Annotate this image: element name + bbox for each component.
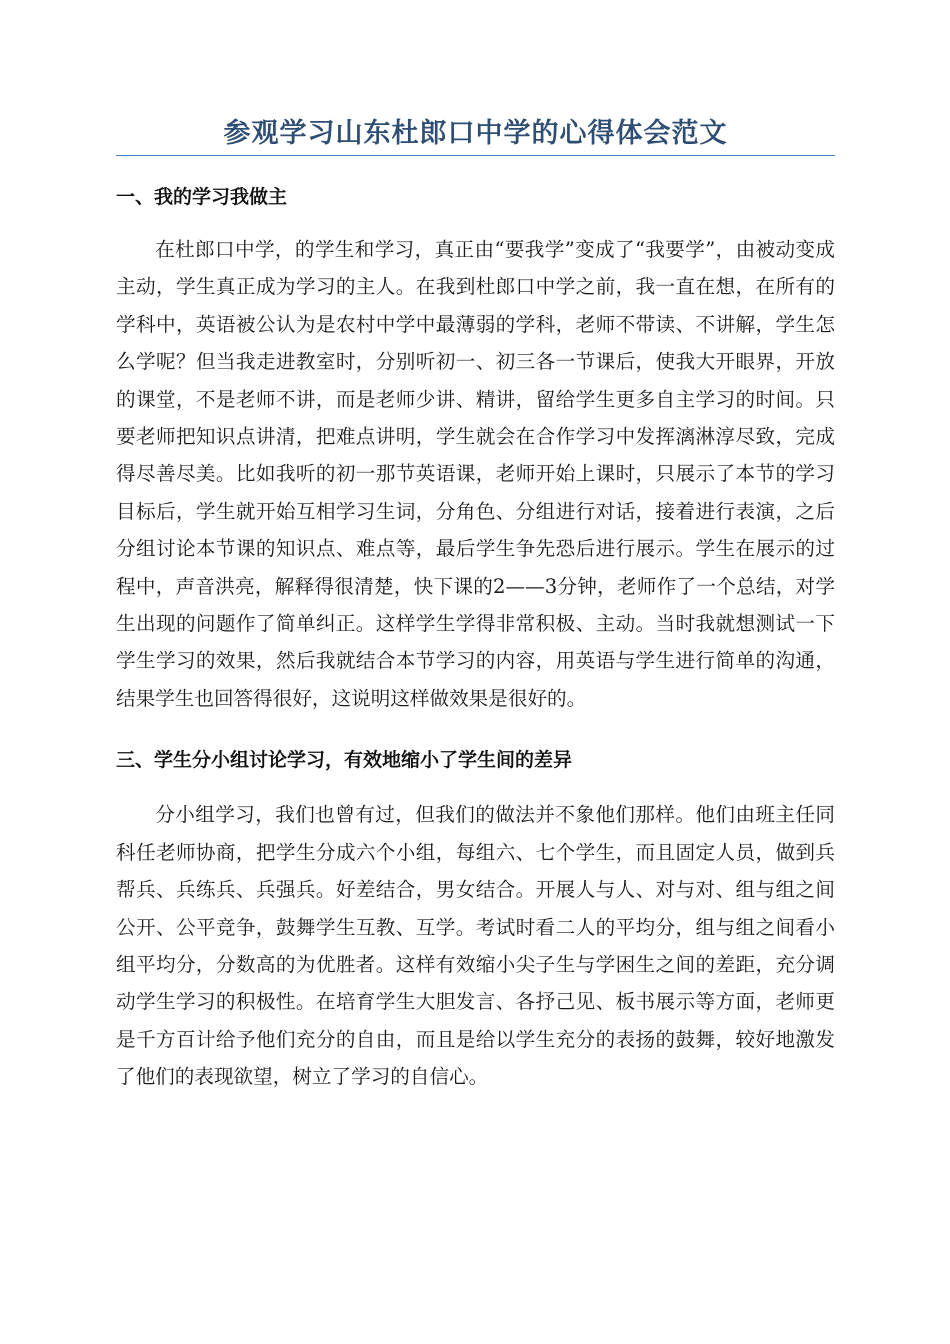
title-underline	[116, 155, 835, 156]
section-paragraph: 分小组学习，我们也曾有过，但我们的做法并不象他们那样。他们由班主任同科任老师协商，把学生分成六个小组，每组六、七个学生，而且固定人员，做到兵帮兵、兵练兵、兵强兵。好差结合，男女结合。开展人与人、对与对、组与组之间公开、公平竞争，鼓舞学生互教、互学。考试时看二人的平均分，组与组之间看小组平均分，分数高的为优胜者。这样有效缩小尖子生与学困生之间的差距，充分调动学生学习的积极性。在培育学生大胆发言、各抒己见、板书展示等方面，老师更是千方百计给予他们充分的自由，而且是给以学生充分的表扬的鼓舞，较好地激发了他们的表现欲望，树立了学习的自信心。	[116, 803, 835, 1089]
section-3	[116, 745, 835, 1095]
section-heading: 一、我的学习我做主	[116, 186, 288, 208]
section-1	[116, 182, 835, 717]
document-page	[116, 0, 835, 1096]
document-title: 参观学习山东杜郎口中学的心得体会范文	[223, 118, 728, 149]
section-paragraph: 在杜郎口中学，的学生和学习，真正由“要我学”变成了“我要学”，由被动变成主动，学生真正成为学习的主人。在我到杜郎口中学之前，我一直在想，在所有的学科中，英语被公认为是农村中学中最薄弱的学科，老师不带读、不讲解，学生怎么学呢？但当我走进教室时，分别听初一、初三各一节课后，使我大开眼界，开放的课堂，不是老师不讲，而是老师少讲、精讲，留给学生更多自主学习的时间。只要老师把知识点讲清，把难点讲明，学生就会在合作学习中发挥漓淋淳尽致，完成得尽善尽美。比如我听的初一那节英语课，老师开始上课时，只展示了本节的学习目标后，学生就开始互相学习生词，分角色、分组进行对话，接着进行表演，之后分组讨论本节课的知识点、难点等，最后学生争先恐后进行展示。学生在展示的过程中，声音洪亮，解释得很清楚，快下课的2——3分钟，老师作了一个总结，对学生出现的问题作了简单纠正。这样学生学得非常积极、主动。当时我就想测试一下学生学习的效果，然后我就结合本节学习的内容，用英语与学生进行简单的沟通，结果学生也回答得很好，这说明这样做效果是很好的。	[116, 238, 835, 710]
section-heading: 三、学生分小组讨论学习，有效地缩小了学生间的差异	[116, 749, 573, 772]
